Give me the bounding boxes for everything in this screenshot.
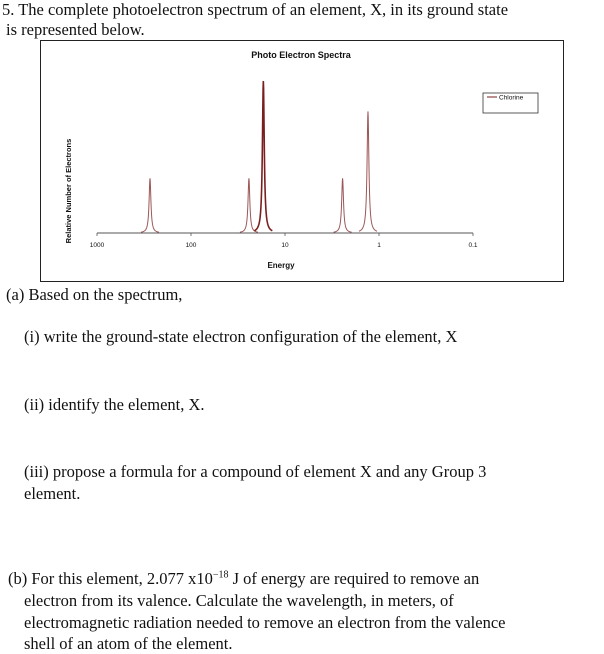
legend-entry-label: Chlorine — [499, 94, 524, 102]
question-intro-line2: is represented below. — [6, 20, 145, 39]
part-b-prefix: (b) For this element, 2.077 x10 — [8, 569, 213, 588]
y-axis-label: Relative Number of Electrons — [64, 138, 73, 244]
spectrum-peak — [141, 178, 159, 232]
legend — [483, 93, 538, 113]
part-a-iii-line1: (iii) propose a formula for a compound of element X and any Group 3 — [24, 462, 487, 481]
x-tick-label: 10 — [281, 242, 289, 249]
spectrum-peak — [334, 178, 352, 232]
x-tick-label: 1000 — [89, 242, 105, 249]
part-a-iii-line2: element. — [24, 484, 81, 503]
question-intro: The complete photoelectron spectrum of an element, X, in its ground state — [18, 0, 509, 19]
spectrum-series — [141, 81, 377, 232]
part-b-line4: shell of an atom of the element. — [24, 634, 233, 653]
part-b-line3: electromagnetic radiation needed to remove an electron from the valence — [24, 613, 506, 632]
x-tick-label: 1 — [377, 242, 381, 249]
x-axis-ticks — [90, 233, 478, 249]
x-tick-label: 100 — [185, 242, 197, 249]
spectrum-peak — [240, 178, 258, 232]
x-tick-label: 0.1 — [468, 242, 478, 249]
part-b-line1 — [8, 569, 594, 589]
part-b-line2: electron from its valence. Calculate the wavelength, in meters, of — [24, 591, 454, 610]
part-a-i: (i) write the ground-state electron configuration of the element, X — [24, 327, 458, 346]
part-b-exponent: −18 — [212, 569, 229, 581]
part-a-ii: (ii) identify the element, X. — [24, 395, 205, 414]
chart-title: Photo Electron Spectra — [251, 50, 351, 60]
question-number: 5. — [2, 0, 15, 19]
x-axis-label: Energy — [267, 261, 295, 270]
spectrum-peak — [254, 81, 272, 231]
part-a-label: (a) Based on the spectrum, — [6, 285, 183, 304]
chart-svg — [41, 41, 563, 281]
spectrum-peak — [359, 111, 377, 231]
part-b-rest: J of energy are required to remove an — [228, 569, 480, 588]
question-intro-line1 — [2, 0, 508, 20]
photoelectron-spectrum-chart — [40, 40, 564, 282]
